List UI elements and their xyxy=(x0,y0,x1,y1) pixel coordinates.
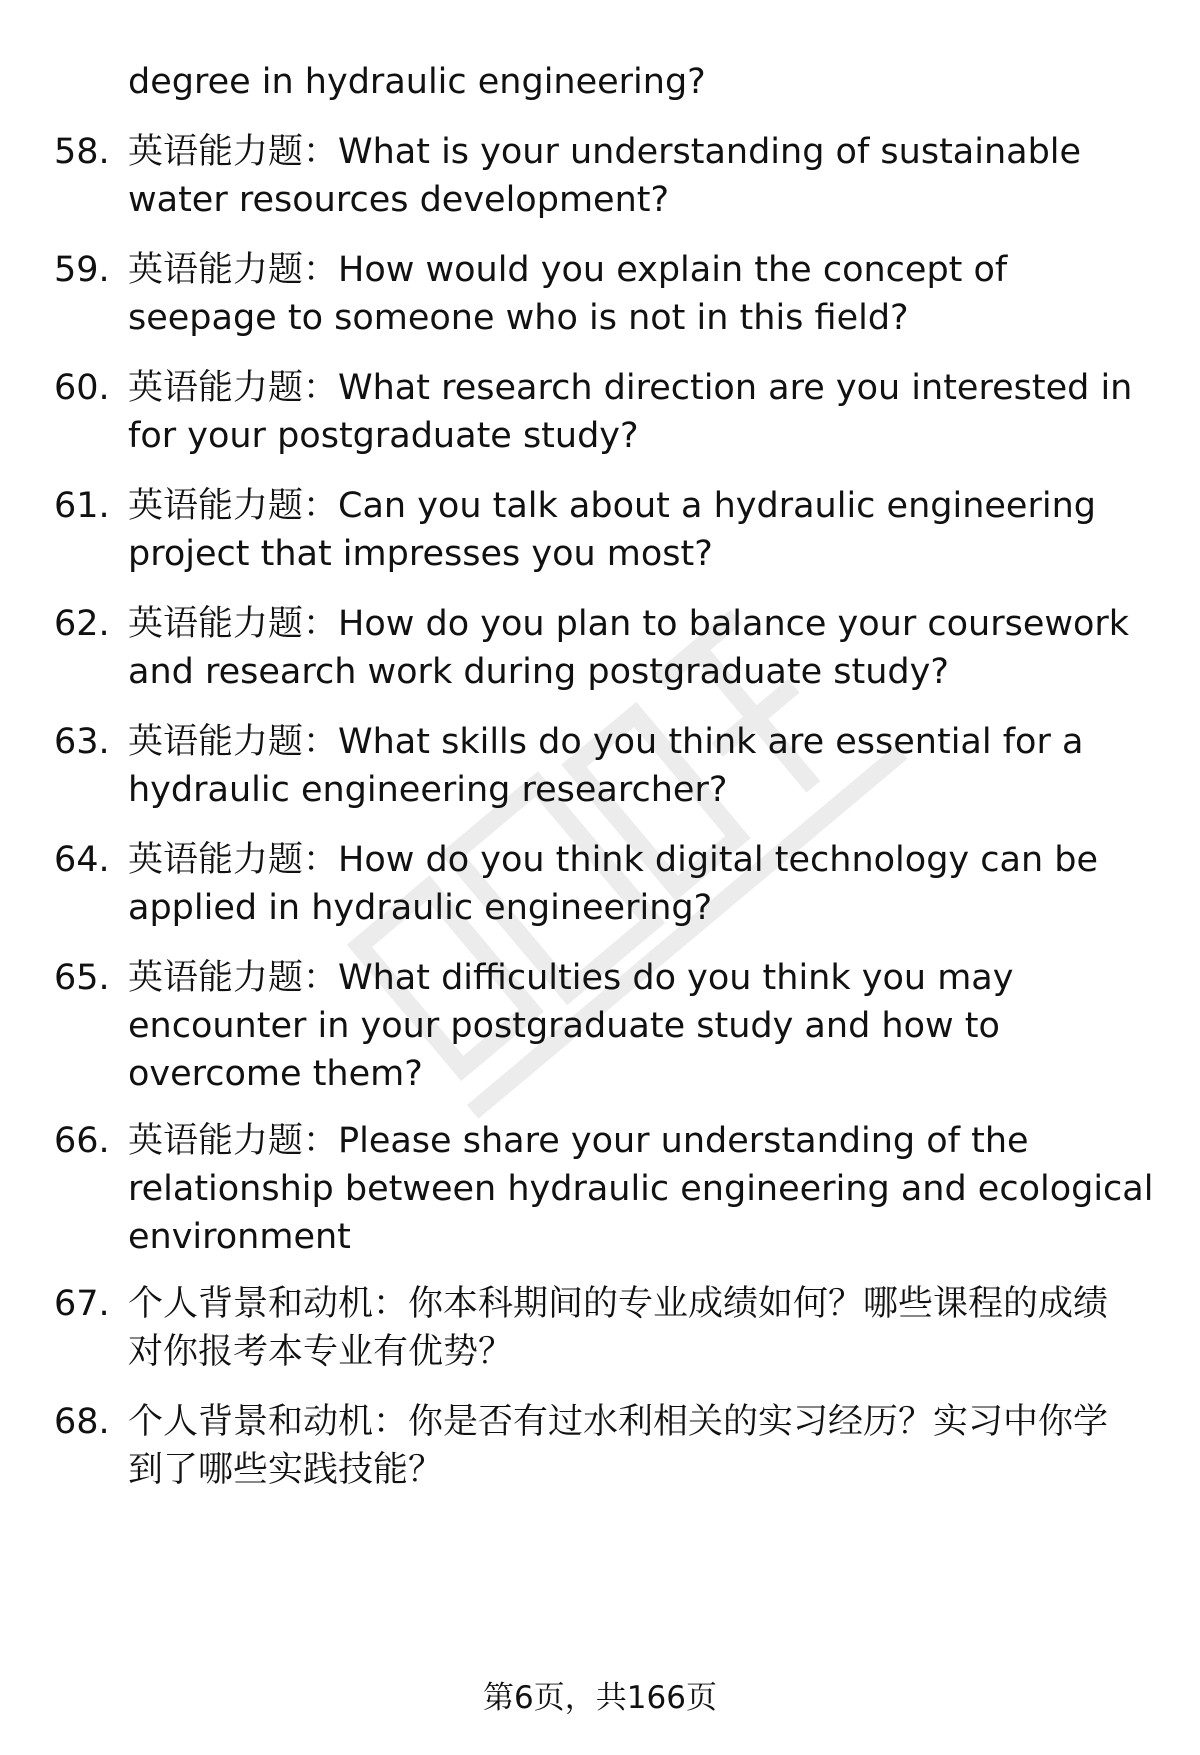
question-line: water resources development? xyxy=(128,180,670,220)
question-text xyxy=(128,1117,1154,1261)
question-text xyxy=(128,1280,1148,1376)
question-line: 到了哪些实践技能？ xyxy=(128,1450,444,1490)
question-line: 英语能力题：Please share your understanding of the xyxy=(128,1121,1029,1161)
question-number: 68. xyxy=(54,1402,110,1442)
continued-question-text: degree in hydraulic engineering? xyxy=(128,62,706,102)
page-number-footer: 第6页，共166页 xyxy=(483,1680,717,1716)
question-line: applied in hydraulic engineering? xyxy=(128,888,713,928)
question-line: relationship between hydraulic engineering and ecological xyxy=(128,1169,1154,1209)
question-line: 英语能力题：How do you think digital technology can be xyxy=(128,840,1099,880)
question-number: 63. xyxy=(54,722,110,762)
question-number: 67. xyxy=(54,1284,110,1324)
question-line: 英语能力题：How would you explain the concept of xyxy=(128,250,1008,290)
question-text xyxy=(128,954,1148,1098)
question-number: 66. xyxy=(54,1121,110,1161)
question-line: 英语能力题：What difficulties do you think you may xyxy=(128,958,1014,998)
question-number: 62. xyxy=(54,604,110,644)
question-line: 英语能力题：Can you talk about a hydraulic engineering xyxy=(128,486,1096,526)
question-line: 个人背景和动机：你本科期间的专业成绩如何？哪些课程的成绩 xyxy=(128,1284,1109,1324)
question-line: overcome them? xyxy=(128,1054,423,1094)
question-text xyxy=(128,246,1148,342)
question-line: hydraulic engineering researcher? xyxy=(128,770,728,810)
question-number: 60. xyxy=(54,368,110,408)
question-text xyxy=(128,718,1148,814)
question-line: and research work during postgraduate study? xyxy=(128,652,949,692)
question-line: for your postgraduate study? xyxy=(128,416,639,456)
question-line: 英语能力题：How do you plan to balance your coursework xyxy=(128,604,1130,644)
question-line: 英语能力题：What is your understanding of sustainable xyxy=(128,132,1082,172)
question-text xyxy=(128,836,1148,932)
question-line: 英语能力题：What research direction are you interested in xyxy=(128,368,1133,408)
question-number: 65. xyxy=(54,958,110,998)
question-number: 64. xyxy=(54,840,110,880)
question-line: 对你报考本专业有优势？ xyxy=(128,1332,514,1372)
question-text xyxy=(128,364,1148,460)
question-number: 58. xyxy=(54,132,110,172)
question-text xyxy=(128,128,1148,224)
question-line: 英语能力题：What skills do you think are essential for a xyxy=(128,722,1084,762)
question-line: project that impresses you most? xyxy=(128,534,713,574)
question-number: 59. xyxy=(54,250,110,290)
question-number: 61. xyxy=(54,486,110,526)
question-text xyxy=(128,600,1148,696)
question-line: environment xyxy=(128,1217,351,1257)
question-line: encounter in your postgraduate study and how to xyxy=(128,1006,1000,1046)
question-text xyxy=(128,1398,1148,1494)
question-text xyxy=(128,482,1148,578)
question-line: seepage to someone who is not in this field? xyxy=(128,298,909,338)
question-line: 个人背景和动机：你是否有过水利相关的实习经历？实习中你学 xyxy=(128,1402,1109,1442)
